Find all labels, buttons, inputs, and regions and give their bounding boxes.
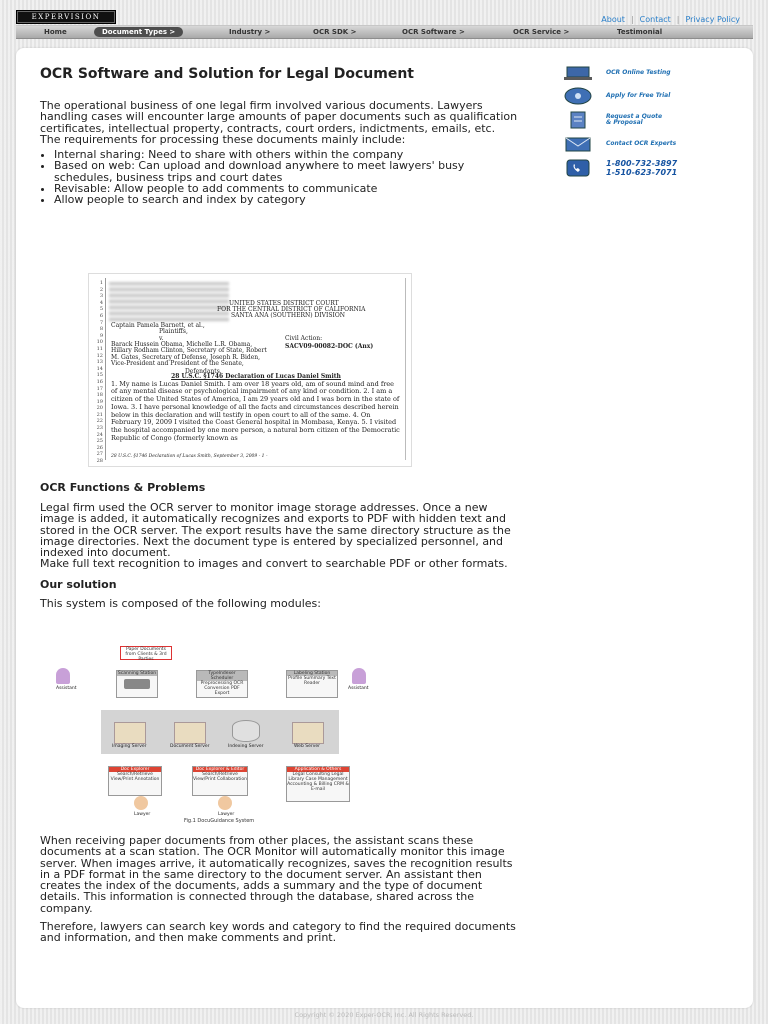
- line-number: 15: [96, 372, 103, 379]
- line-number: 2: [99, 286, 103, 293]
- system-diagram: [56, 644, 370, 826]
- module-box: [196, 670, 248, 698]
- nav-document-types[interactable]: Document Types >: [94, 27, 183, 37]
- line-number: 7: [99, 319, 103, 326]
- page-title: OCR Software and Solution for Legal Document: [40, 66, 414, 82]
- assistant-icon: [56, 668, 70, 684]
- court-name: UNITED STATES DISTRICT COURT: [229, 300, 339, 307]
- closing-section: [40, 835, 518, 944]
- nav-ocr-sdk[interactable]: OCR SDK >: [313, 28, 357, 36]
- line-number: 22: [96, 418, 103, 425]
- line-number: 19: [96, 398, 103, 405]
- server-icon: [114, 722, 146, 744]
- sidebar-item-ocr-online-testing[interactable]: [562, 64, 671, 82]
- margin-line: [405, 278, 406, 460]
- module-box: [192, 766, 248, 796]
- person-label: Lawyer: [218, 812, 235, 817]
- line-number: 16: [96, 378, 103, 385]
- lawyer-icon: [218, 796, 232, 810]
- module-desc: Search/Retrieve View/Print Annotation: [110, 772, 160, 782]
- phone-number-2[interactable]: 1-510-623-7071: [606, 168, 678, 177]
- legal-document-image: [88, 273, 412, 467]
- line-number: 11: [96, 345, 103, 352]
- functions-section: [40, 481, 518, 609]
- diagram-caption: Fig.1 DocuGuidance System: [184, 818, 255, 824]
- contact-link[interactable]: Contact: [639, 15, 671, 24]
- person-label: Assistant: [56, 686, 77, 691]
- section-paragraph-2: Make full text recognition to images and convert to searchable PDF or other formats.: [40, 557, 508, 571]
- redacted-header: [109, 282, 229, 322]
- phone-icon: [562, 159, 594, 177]
- module-title: Scanning Station: [117, 671, 157, 676]
- sidebar-item-contact-experts[interactable]: [562, 135, 676, 153]
- server-label: Indexing Server: [228, 744, 264, 749]
- line-number: 28: [96, 458, 103, 465]
- diagram-source-box: [120, 646, 172, 660]
- line-number: 14: [96, 365, 103, 372]
- module-title: Doc Explorer & Editor: [193, 767, 247, 772]
- disc-icon: [562, 87, 594, 105]
- site-logo[interactable]: [16, 10, 116, 24]
- nav-ocr-service[interactable]: OCR Service >: [513, 28, 570, 36]
- module-desc: Legal Consulting Legal Library Case Management Accounting & Billing CRM & E-mail: [287, 772, 349, 792]
- module-desc: Search/Retrieve View/Print Collaboration: [193, 772, 247, 782]
- database-icon: [232, 720, 260, 742]
- line-number: 20: [96, 405, 103, 412]
- list-item: • Based on web: Can upload and download anywhere to meet lawyers' busy schedules, business trips and court dates: [54, 160, 518, 183]
- module-title: Labeling Station: [287, 671, 337, 676]
- document-icon: [562, 111, 594, 129]
- lawyer-icon: [134, 796, 148, 810]
- module-box: [286, 766, 350, 802]
- server-icon: [174, 722, 206, 744]
- defendants-label: Defendants.: [185, 368, 222, 375]
- phone-numbers: [606, 159, 677, 177]
- server-label: Document Server: [170, 744, 210, 749]
- line-number: 21: [96, 411, 103, 418]
- defendants: Barack Hussein Obama, Michelle L.R. Obama, Hillary Rodham Clinton, Secretary of State, Robert M. Gates, Secretary of Defense, Joseph R. Biden, Vice-President and President of the Senate,: [111, 341, 267, 368]
- sidebar-item-free-trial[interactable]: [562, 87, 670, 105]
- list-item: • Allow people to search and index by category: [54, 194, 518, 205]
- versus: v.: [159, 335, 164, 342]
- content-card: [16, 48, 753, 1008]
- line-number: 17: [96, 385, 103, 392]
- line-number: 5: [99, 306, 103, 313]
- line-number: 10: [96, 339, 103, 346]
- module-desc: Profile Summary Text Reader: [288, 676, 336, 686]
- document-footer: 28 U.S.C. §1746 Declaration of Lucas Smith, September 3, 2009 - 1 -: [111, 454, 268, 459]
- module-box: [108, 766, 162, 796]
- civil-action-label: Civil Action:: [285, 335, 323, 342]
- section-title: OCR Functions & Problems: [40, 481, 206, 494]
- diagram-source-label: Paper Documents from Clients & 3rd Parties: [125, 647, 167, 662]
- line-number: 3: [99, 293, 103, 300]
- nav-testimonial[interactable]: Testimonial: [617, 28, 663, 36]
- closing-paragraph: When receiving paper documents from other places, the assistant scans these documents at a scan station. The OCR Monitor will automatically monitor this image server. When images arrive, it automatically recognizes, saves the recognition results in a PDF format in the same directory to the document server. An assistant then creates the index of the documents, adds a summary and the type of document details. This information is connected through the database, shared across the company.: [40, 834, 513, 915]
- closing-paragraph-2: Therefore, lawyers can search key words and category to find the required documents and information, and then make comments and print.: [40, 920, 516, 945]
- list-item: • Internal sharing: Need to share with others within the company: [54, 149, 518, 160]
- sidebar-item-label: OCR Online Testing: [606, 68, 671, 76]
- main-nav: [16, 25, 753, 39]
- case-number: SACV09-00082-DOC (Anx): [285, 343, 374, 350]
- line-number: 4: [99, 299, 103, 306]
- logo-text: EXPERVISION: [31, 13, 101, 21]
- separator: |: [676, 15, 680, 24]
- declaration-title: 28 U.S.C. §1746 Declaration of Lucas Daniel Smith: [171, 373, 341, 380]
- line-number: 18: [96, 392, 103, 399]
- margin-line: [105, 278, 106, 460]
- line-numbers: [91, 280, 103, 465]
- scanner-icon: [124, 679, 150, 689]
- module-title: Doc Explorer: [109, 767, 161, 772]
- envelope-icon: [562, 135, 594, 153]
- sidebar-item-label: [606, 114, 662, 127]
- module-box: [116, 670, 158, 698]
- server-icon: [292, 722, 324, 744]
- list-item: • Revisable: Allow people to add comments to communicate: [54, 183, 518, 194]
- sidebar-phones[interactable]: [562, 159, 677, 177]
- label-line-2: & Proposal: [606, 119, 643, 126]
- nav-industry[interactable]: Industry >: [229, 28, 271, 36]
- document-body: [111, 373, 401, 442]
- sidebar-item-request-quote[interactable]: [562, 111, 662, 129]
- court-district: FOR THE CENTRAL DISTRICT OF CALIFORNIA: [217, 306, 366, 313]
- privacy-policy-link[interactable]: Privacy Policy: [685, 15, 740, 24]
- section-paragraph: Legal firm used the OCR server to monitor image storage addresses. Once a new image is added, it automatically recognizes and exports to PDF with hidden text and stored in the OCR server. The export results have the same directory structure as the image directories. Next the document type is entered by specialized personnel, and indexed into document.: [40, 501, 511, 560]
- sidebar-item-label: Contact OCR Experts: [606, 139, 677, 147]
- line-number: 13: [96, 359, 103, 366]
- line-number: 6: [99, 312, 103, 319]
- module-box: [286, 670, 338, 698]
- phone-number-1[interactable]: 1-800-732-3897: [606, 159, 678, 168]
- court-division: SANTA ANA (SOUTHERN) DIVISION: [231, 312, 346, 319]
- line-number: 27: [96, 451, 103, 458]
- requirements-list: [40, 149, 518, 205]
- line-number: 9: [99, 332, 103, 339]
- line-number: 8: [99, 326, 103, 333]
- module-title: Application & Others: [287, 767, 349, 772]
- line-number: 24: [96, 431, 103, 438]
- person-label: Assistant: [348, 686, 369, 691]
- plaintiffs-label: Plaintiffs,: [159, 328, 188, 335]
- about-link[interactable]: About: [601, 15, 625, 24]
- nav-home[interactable]: Home: [44, 28, 67, 36]
- plaintiff: Captain Pamela Barnett, et al.,: [111, 322, 205, 329]
- line-number: 1: [99, 280, 103, 286]
- line-number: 23: [96, 425, 103, 432]
- article: [40, 68, 518, 206]
- nav-ocr-software[interactable]: OCR Software >: [402, 28, 465, 36]
- top-links: [601, 15, 740, 24]
- assistant-icon: [352, 668, 366, 684]
- laptop-icon: [562, 64, 594, 82]
- declaration-text: 1. My name is Lucas Daniel Smith. I am over 18 years old, am of sound mind and free of any mental disease or psychological impairment of any kind or condition. 2. I am a citizen of the United States of America, I am 29 years old and I was born in the state of Iowa. 3. I have personal knowledge of all the facts and circumstances described herein below in this declaration and will testify in open court to all of the same. 4. On February 19, 2009 I visited the Coast General hospital in Mombasa, Kenya. 5. I visited the hospital accompanied by one more person, a natural born citizen of the Democratic Republic of Congo (formerly known as: [111, 379, 400, 442]
- line-number: 25: [96, 438, 103, 445]
- separator: |: [630, 15, 634, 24]
- solution-intro: This system is composed of the following modules:: [40, 596, 321, 610]
- sidebar-item-label: Apply for Free Trial: [606, 91, 671, 99]
- line-number: 12: [96, 352, 103, 359]
- server-label: Imaging Server: [112, 744, 147, 749]
- module-title: TypeIndexer Scheduler: [197, 671, 247, 681]
- solution-title: Our solution: [40, 577, 117, 591]
- module-desc: Preprocessing OCR Conversion PDF Export: [200, 681, 244, 696]
- person-label: Lawyer: [134, 812, 151, 817]
- line-number: 26: [96, 444, 103, 451]
- footer-copyright: Copyright © 2020 Exper-OCR, Inc. All Rights Reserved.: [294, 1011, 474, 1019]
- server-label: Web Server: [294, 744, 320, 749]
- intro-paragraph: The operational business of one legal firm involved various documents. Lawyers handling cases will encounter large amounts of paper documents such as qualification certificates, intellectual property, contracts, court orders, indictments, emails, etc. The requirements for processing these documents mainly include:: [40, 99, 518, 146]
- label-line-1: Request a Quote: [606, 112, 663, 120]
